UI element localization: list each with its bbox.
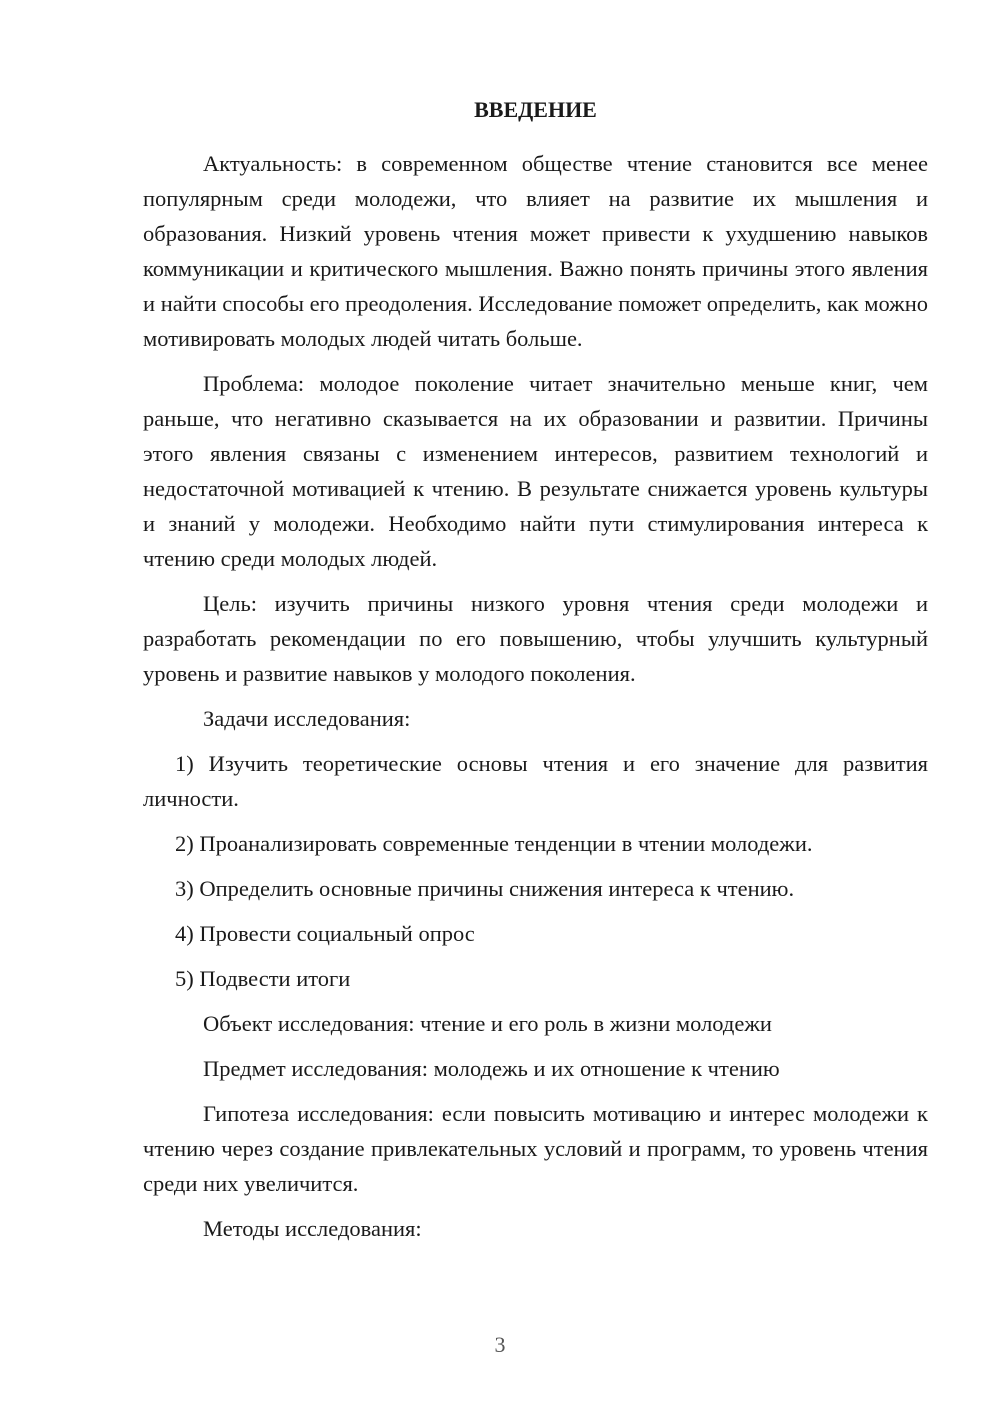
page-title: ВВЕДЕНИЕ	[474, 97, 597, 122]
task-item-1: 1) Изучить теоретические основы чтения и его значение для развития личности.	[143, 751, 928, 811]
methods-heading: Методы исследования:	[203, 1216, 422, 1241]
task-item-4: 4) Провести социальный опрос	[175, 921, 475, 946]
tasks-heading: Задачи исследования:	[203, 706, 411, 731]
object-paragraph: Объект исследования: чтение и его роль в жизни молодежи	[203, 1011, 772, 1036]
relevance-paragraph: Актуальность: в современном обществе чтение становится все менее популярным среди молодежи, что влияет на развитие их мышления и образования. Низкий уровень чтения может привести к ухудшению навыков коммуникации и критического мышления. Важно понять причины этого явления и найти способы его преодоления. Исследование поможет определить, как можно мотивировать молодых людей читать больше.	[143, 151, 928, 351]
hypothesis-paragraph: Гипотеза исследования: если повысить мотивацию и интерес молодежи к чтению через создание привлекательных условий и программ, то уровень чтения среди них увеличится.	[143, 1101, 928, 1196]
task-item-3: 3) Определить основные причины снижения интереса к чтению.	[175, 876, 795, 901]
subject-paragraph: Предмет исследования: молодежь и их отношение к чтению	[203, 1056, 780, 1081]
goal-paragraph: Цель: изучить причины низкого уровня чтения среди молодежи и разработать рекомендации по его повышению, чтобы улучшить культурный уровень и развитие навыков у молодого поколения.	[143, 591, 928, 686]
task-item-2: 2) Проанализировать современные тенденции в чтении молодежи.	[175, 831, 813, 856]
document-body	[143, 92, 928, 1256]
page-number: 3	[494, 1332, 506, 1357]
problem-paragraph: Проблема: молодое поколение читает значительно меньше книг, чем раньше, что негативно сказывается на их образовании и развитии. Причины этого явления связаны с изменением интересов, развитием технологий и недостаточной мотивацией к чтению. В результате снижается уровень культуры и знаний у молодежи. Необходимо найти пути стимулирования интереса к чтению среди молодых людей.	[143, 371, 928, 571]
task-item-5: 5) Подвести итоги	[175, 966, 351, 991]
